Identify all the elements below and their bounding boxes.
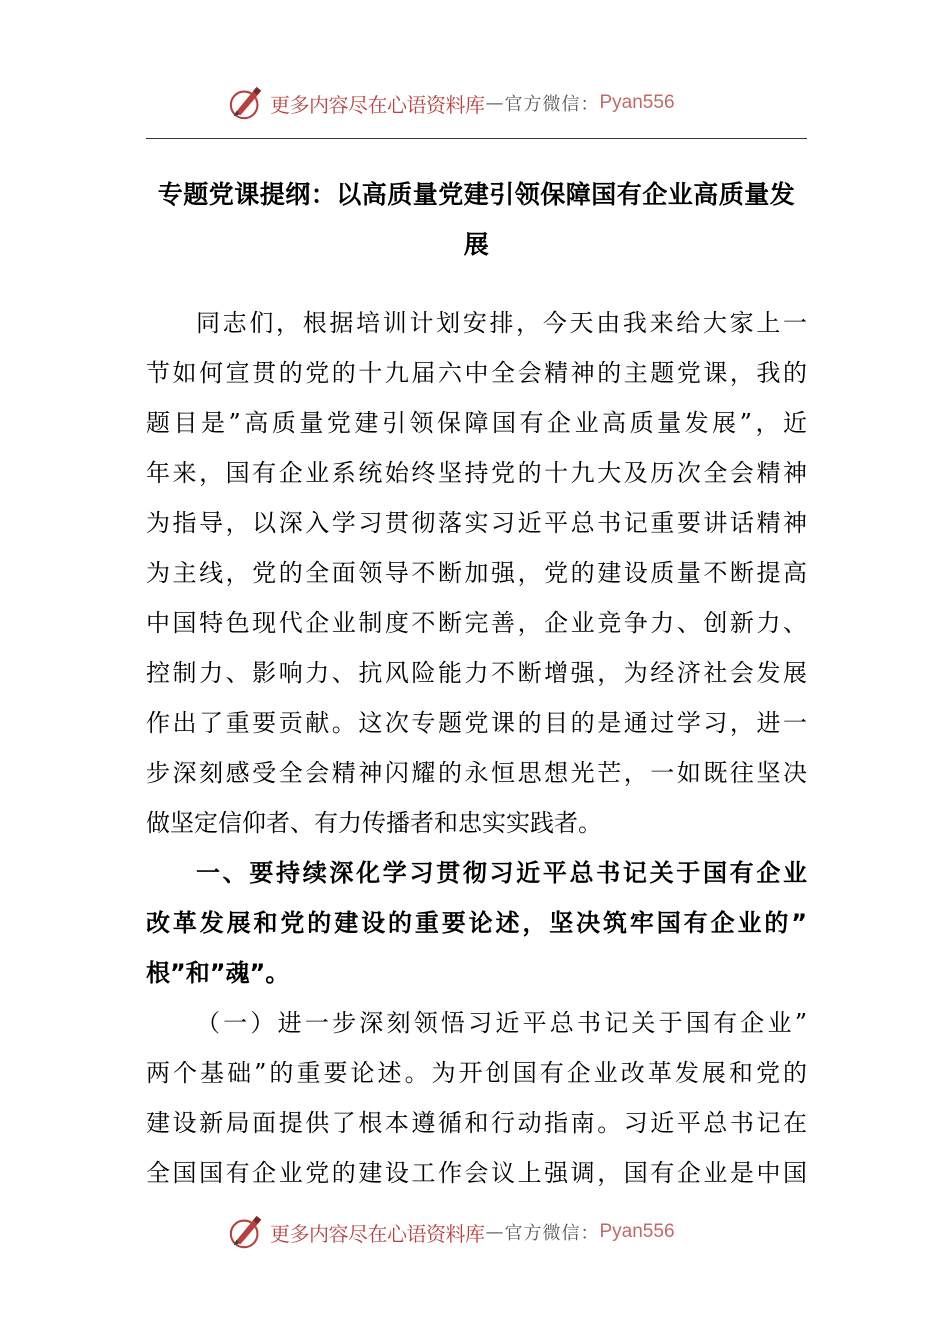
body-line: 年来，国有企业系统始终坚持党的十九大及历次全会精神 — [146, 459, 807, 487]
body-line: 步深刻感受全会精神闪耀的永恒思想光芒，一如既往坚决 — [146, 759, 807, 787]
pen-nib-logo-icon — [228, 84, 266, 122]
header-watermark-banner — [228, 83, 675, 123]
body-line: 建设新局面提供了根本遵循和行动指南。习近平总书记在 — [146, 1109, 807, 1137]
section-heading-line: 根”和”魂”。 — [146, 959, 290, 987]
header-divider — [146, 138, 807, 139]
banner-library-text: 更多内容尽在心语资料库 — [270, 1221, 485, 1246]
banner-dash: — — [485, 1221, 504, 1243]
banner-library-text: 更多内容尽在心语资料库 — [270, 92, 485, 117]
banner-wechat-label: 官方微信： — [504, 1223, 600, 1244]
pen-nib-logo-icon — [228, 1213, 266, 1251]
body-line: 节如何宣贯的党的十九届六中全会精神的主题党课，我的 — [146, 359, 807, 387]
body-line: 作出了重要贡献。这次专题党课的目的是通过学习，进一 — [146, 709, 807, 737]
section-heading-line: 改革发展和党的建设的重要论述，坚决筑牢国有企业的” — [146, 909, 807, 937]
body-line: 两个基础”的重要论述。为开创国有企业改革发展和党的 — [146, 1059, 807, 1087]
body-line: 为指导，以深入学习贯彻落实习近平总书记重要讲话精神 — [146, 509, 807, 537]
banner-wechat-id: Pyan556 — [599, 1221, 675, 1242]
body-line: 控制力、影响力、抗风险能力不断增强，为经济社会发展 — [146, 659, 807, 687]
section-heading-line: 一、要持续深化学习贯彻习近平总书记关于国有企业 — [196, 859, 807, 887]
banner-wechat-label: 官方微信： — [504, 94, 600, 115]
document-body — [146, 298, 807, 1198]
body-line: 做坚定信仰者、有力传播者和忠实实践者。 — [146, 809, 602, 837]
body-line: 中国特色现代企业制度不断完善，企业竞争力、创新力、 — [146, 609, 807, 637]
banner-wechat-id: Pyan556 — [599, 92, 675, 113]
body-line: 题目是”高质量党建引领保障国有企业高质量发展”，近 — [146, 409, 807, 437]
body-line: 同志们，根据培训计划安排，今天由我来给大家上一 — [196, 309, 807, 337]
footer-watermark-banner — [228, 1212, 675, 1252]
banner-dash: — — [485, 92, 504, 114]
document-title: 专题党课提纲：以高质量党建引领保障国有企业高质量发展 — [157, 180, 796, 259]
body-line: （一）进一步深刻领悟习近平总书记关于国有企业” — [196, 1009, 807, 1037]
body-line: 为主线，党的全面领导不断加强，党的建设质量不断提高 — [146, 559, 807, 587]
body-line: 全国国有企业党的建设工作会议上强调，国有企业是中国 — [146, 1159, 807, 1187]
